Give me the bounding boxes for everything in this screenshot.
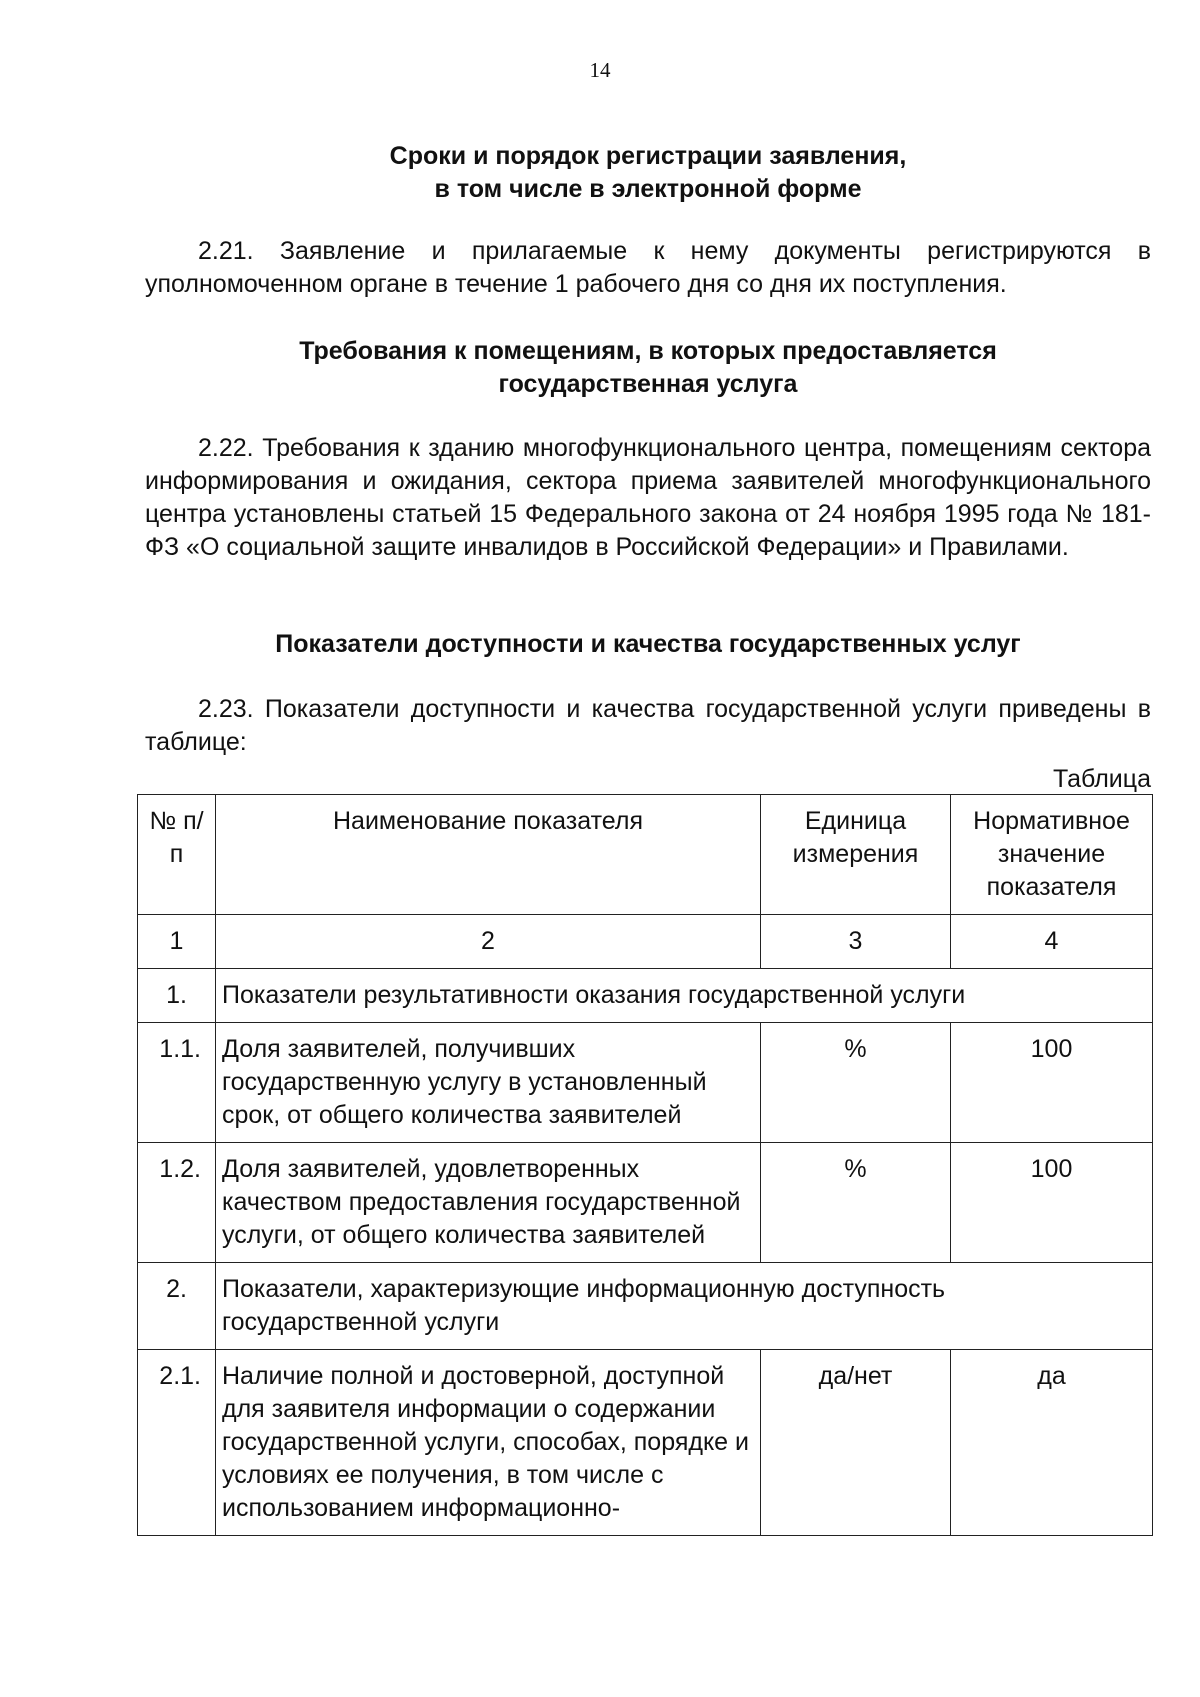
row-num: 1. xyxy=(138,969,216,1023)
paragraph-2-21: 2.21. Заявление и прилагаемые к нему документы регистрируются в уполномоченном органе в течение 1 рабочего дня со дня их поступления. xyxy=(145,237,1151,298)
table-row xyxy=(138,1350,1153,1536)
header-name: Наименование показателя xyxy=(216,795,761,915)
row-value: 100 xyxy=(951,1023,1153,1143)
heading-line: государственная услуга xyxy=(498,370,798,398)
index-cell: 4 xyxy=(951,915,1153,969)
table-row xyxy=(138,1143,1153,1263)
table-section-row xyxy=(138,1263,1153,1350)
paragraph-2-23: 2.23. Показатели доступности и качества государственной услуги приведены в таблице: xyxy=(145,695,1151,756)
row-num: 1.1. xyxy=(138,1023,216,1143)
table-row xyxy=(138,1023,1153,1143)
index-cell: 3 xyxy=(761,915,951,969)
row-name: Наличие полной и достоверной, доступной для заявителя информации о содержании государственной услуги, способах, порядке и условиях ее получения, в том числе с использованием информационно- xyxy=(216,1350,761,1536)
heading-line: в том числе в электронной форме xyxy=(434,175,862,203)
heading-line: Сроки и порядок регистрации заявления, xyxy=(389,142,907,170)
section-title: Показатели, характеризующие информационную доступность государственной услуги xyxy=(216,1263,1153,1350)
table-index-row xyxy=(138,915,1153,969)
table-section-row xyxy=(138,969,1153,1023)
section-heading-premises xyxy=(145,335,1151,401)
section-heading-registration xyxy=(145,140,1151,206)
header-value: Нормативное значение показателя xyxy=(951,795,1153,915)
row-num: 2.1. xyxy=(138,1350,216,1536)
heading-line: Требования к помещениям, в которых предоставляется xyxy=(299,337,997,365)
header-unit: Единица измерения xyxy=(761,795,951,915)
table-caption: Таблица xyxy=(1052,765,1151,793)
paragraph-2-22: 2.22. Требования к зданию многофункционального центра, помещениям сектора информирования и ожидания, сектора приема заявителей многофункционального центра установлены статьей 15 Федерального закона от 24 ноября 1995 года № 181-ФЗ «О социальной защите инвалидов в Российской Федерации» и Правилами. xyxy=(145,434,1151,561)
row-name: Доля заявителей, получивших государственную услугу в установленный срок, от общего количества заявителей xyxy=(216,1023,761,1143)
page-number: 14 xyxy=(589,58,611,82)
row-unit: % xyxy=(761,1143,951,1263)
row-unit: да/нет xyxy=(761,1350,951,1536)
row-unit: % xyxy=(761,1023,951,1143)
section-title: Показатели результативности оказания государственной услуги xyxy=(216,969,1153,1023)
indicators-table xyxy=(137,794,1153,1536)
row-num: 1.2. xyxy=(138,1143,216,1263)
index-cell: 1 xyxy=(138,915,216,969)
table-header-row xyxy=(138,795,1153,915)
row-num: 2. xyxy=(138,1263,216,1350)
index-cell: 2 xyxy=(216,915,761,969)
row-value: да xyxy=(951,1350,1153,1536)
row-name: Доля заявителей, удовлетворенных качеством предоставления государственной услуги, от общего количества заявителей xyxy=(216,1143,761,1263)
row-value: 100 xyxy=(951,1143,1153,1263)
header-num: № п/п xyxy=(138,795,216,915)
section-heading-indicators: Показатели доступности и качества государственных услуг xyxy=(275,630,1021,658)
